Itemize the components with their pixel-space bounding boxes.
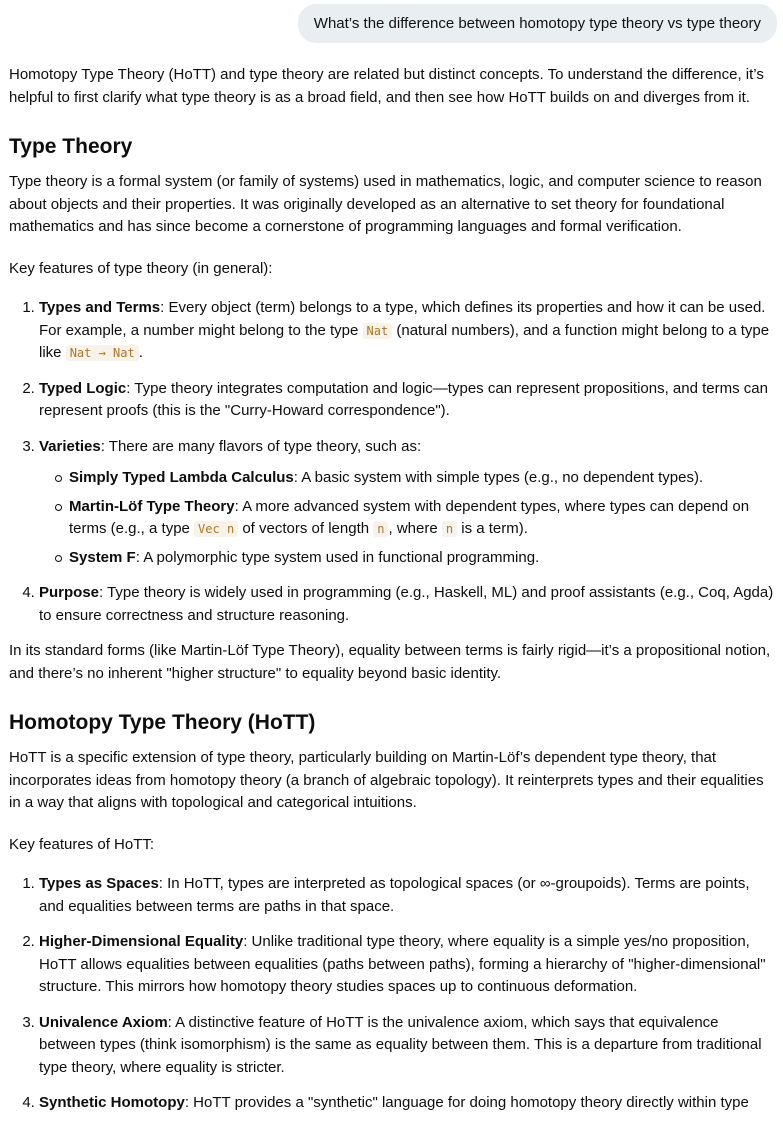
- variety-text: is a term).: [457, 520, 528, 537]
- list-item: [69, 547, 777, 570]
- feature-text: : HoTT provides a "synthetic" language for doing homotopy theory directly within type: [184, 1094, 749, 1111]
- type-theory-paragraph: Type theory is a formal system (or family of systems) used in mathematics, logic, and computer science to reason about objects and their properties. It was originally developed as an alternative to set theory for foundational mathematics and has since become a cornerstone of programming languages and formal verification.: [9, 173, 762, 235]
- hott-paragraph: HoTT is a specific extension of type theory, particularly building on Martin-Löf’s dependent type theory, that incorporates ideas from homotopy theory (a branch of algebraic topology). It reinterprets types and their equalities in a way that aligns with topological and categorical intuitions.: [9, 749, 764, 811]
- intro-paragraph: Homotopy Type Theory (HoTT) and type theory are related but distinct concepts. To understand the difference, it’s helpful to first clarify what type theory is as a broad field, and then see how HoTT builds on and diverges from it.: [9, 66, 764, 106]
- variety-text: : A more advanced system with dependent types, where types can depend on terms (e.g., a type: [69, 497, 750, 537]
- type-theory-heading: Type Theory: [9, 135, 133, 158]
- feature-term: Univalence Axiom: [39, 1013, 168, 1031]
- type-theory-closing-paragraph: In its standard forms (like Martin-Löf Type Theory), equality between terms is fairly rigid—it’s a propositional notion, and there’s no inherent "higher structure" to equality beyond basic identity.: [9, 642, 771, 682]
- hott-heading: Homotopy Type Theory (HoTT): [9, 711, 316, 734]
- inline-code: n: [373, 521, 388, 537]
- hott-features-list: [9, 873, 777, 1115]
- feature-text: : Unlike traditional type theory, where equality is a simple yes/no proposition, HoTT allows equalities between equalities (paths between paths), forming a hierarchy of "higher-dimensional" structure. This mirrors how homotopy theory studies spaces up to continuous deformation.: [39, 933, 766, 995]
- assistant-response: [9, 64, 777, 1128]
- variety-term: Simply Typed Lambda Calculus: [69, 469, 294, 486]
- varieties-sublist: [39, 467, 777, 569]
- inline-code: Nat: [363, 323, 393, 339]
- list-item: [39, 582, 777, 627]
- feature-term: Typed Logic: [39, 379, 127, 397]
- feature-text: : Type theory integrates computation and logic—types can represent propositions, and terms can represent proofs (this is the "Curry-Howard correspondence").: [39, 379, 768, 419]
- variety-text: : A basic system with simple types (e.g., no dependent types).: [293, 469, 704, 486]
- feature-text: (natural numbers), and a function might belong to a type like: [39, 321, 770, 361]
- list-item: [39, 1012, 777, 1080]
- inline-code: Nat → Nat: [66, 345, 139, 361]
- user-message-text: What’s the difference between homotopy type theory vs type theory: [313, 15, 761, 32]
- list-item: [39, 436, 777, 570]
- feature-term: Types and Terms: [39, 299, 161, 316]
- list-item: [69, 467, 777, 490]
- feature-term: Varieties: [39, 437, 101, 455]
- variety-text: : A polymorphic type system used in functional programming.: [135, 548, 540, 566]
- hott-key-label: Key features of HoTT:: [9, 835, 155, 853]
- variety-text: of vectors of length: [238, 520, 374, 537]
- feature-term: Purpose: [39, 584, 100, 601]
- variety-text: , where: [388, 520, 442, 537]
- feature-text: : Type theory is widely used in programming (e.g., Haskell, ML) and proof assistants (e.g., Coq, Agda) to ensure correctness and structure reasoning.: [39, 584, 774, 624]
- list-item: [39, 297, 777, 365]
- feature-text: : A distinctive feature of HoTT is the univalence axiom, which says that equivalence between types (think isomorphism) is the same as equality between them. This is a departure from traditional type theory, where equality is stricter.: [39, 1013, 762, 1076]
- list-item: [39, 1092, 777, 1115]
- feature-term: Higher-Dimensional Equality: [39, 933, 244, 950]
- variety-term: Martin-Löf Type Theory: [69, 497, 235, 515]
- feature-text: : Every object (term) belongs to a type, which defines its properties and how it can be used. For example, a number might belong to the type: [39, 299, 766, 339]
- list-item: [39, 873, 777, 918]
- list-item: [39, 378, 777, 423]
- feature-text: : In HoTT, types are interpreted as topological spaces (or ∞-groupoids). Terms are points, and equalities between terms are paths in that space.: [39, 875, 750, 915]
- feature-term: Types as Spaces: [39, 875, 159, 892]
- user-message-bubble: [298, 4, 777, 43]
- inline-code: n: [442, 521, 457, 537]
- type-theory-features-list: [9, 297, 777, 627]
- feature-text: .: [138, 344, 143, 361]
- variety-term: System F: [69, 548, 136, 566]
- list-item: [69, 496, 777, 541]
- feature-text: : There are many flavors of type theory, such as:: [100, 437, 422, 455]
- feature-term: Synthetic Homotopy: [39, 1094, 185, 1111]
- list-item: [39, 931, 777, 999]
- inline-code: Vec n: [194, 521, 238, 537]
- type-theory-key-label: Key features of type theory (in general):: [9, 259, 273, 277]
